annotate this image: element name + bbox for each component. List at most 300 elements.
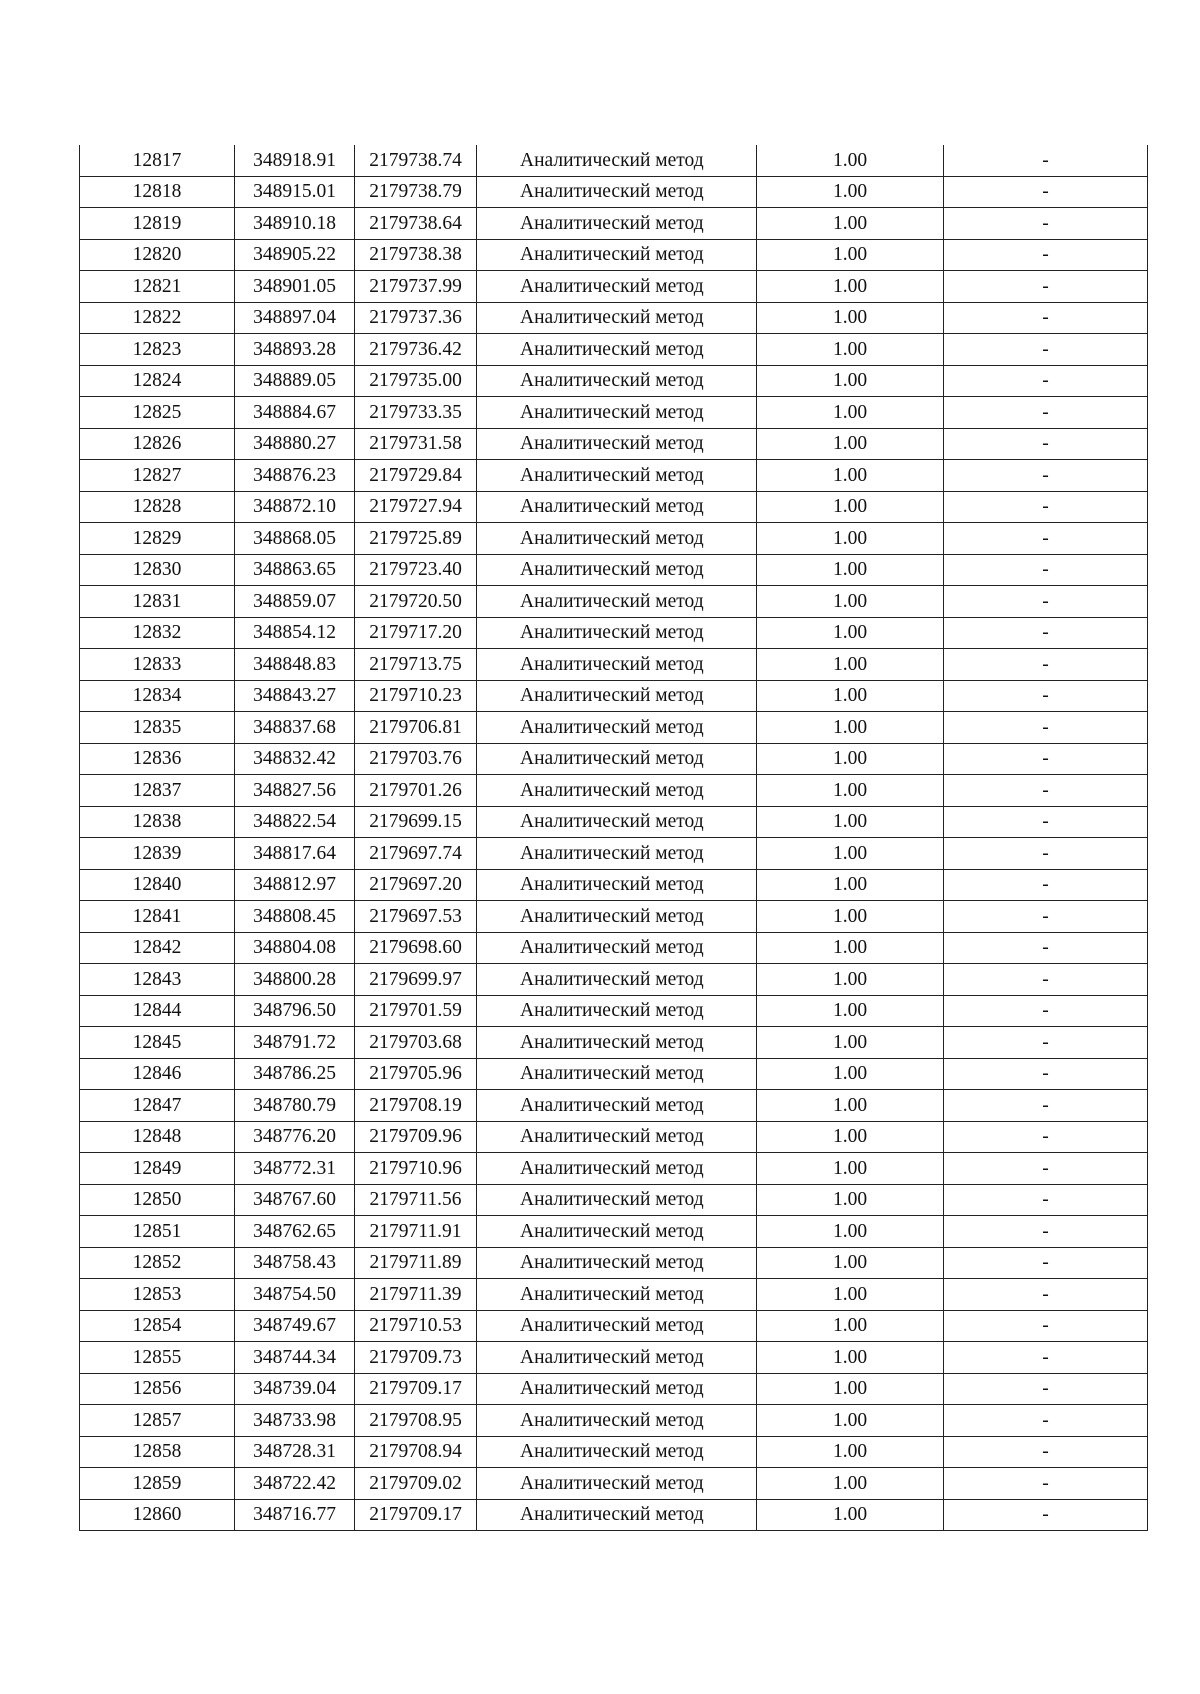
point-number-cell: 12827 [80,460,235,492]
point-number-cell: 12844 [80,995,235,1027]
y-coordinate-cell: 2179737.36 [355,302,477,334]
point-number-cell: 12832 [80,617,235,649]
method-cell: Аналитический метод [477,428,757,460]
x-coordinate-cell: 348780.79 [235,1090,355,1122]
table-row [80,617,1148,649]
table-row [80,554,1148,586]
x-coordinate-cell: 348808.45 [235,901,355,933]
method-cell: Аналитический метод [477,1058,757,1090]
accuracy-cell: 1.00 [757,1090,944,1122]
y-coordinate-cell: 2179703.76 [355,743,477,775]
note-cell: - [944,208,1148,240]
note-cell: - [944,302,1148,334]
accuracy-cell: 1.00 [757,838,944,870]
method-cell: Аналитический метод [477,806,757,838]
note-cell: - [944,743,1148,775]
note-cell: - [944,1027,1148,1059]
x-coordinate-cell: 348749.67 [235,1310,355,1342]
table-row [80,901,1148,933]
x-coordinate-cell: 348716.77 [235,1499,355,1531]
point-number-cell: 12860 [80,1499,235,1531]
method-cell: Аналитический метод [477,869,757,901]
accuracy-cell: 1.00 [757,1027,944,1059]
table-row [80,743,1148,775]
accuracy-cell: 1.00 [757,869,944,901]
method-cell: Аналитический метод [477,1247,757,1279]
x-coordinate-cell: 348863.65 [235,554,355,586]
point-number-cell: 12840 [80,869,235,901]
x-coordinate-cell: 348897.04 [235,302,355,334]
x-coordinate-cell: 348822.54 [235,806,355,838]
point-number-cell: 12858 [80,1436,235,1468]
accuracy-cell: 1.00 [757,1342,944,1374]
table-row [80,586,1148,618]
note-cell: - [944,1342,1148,1374]
accuracy-cell: 1.00 [757,901,944,933]
x-coordinate-cell: 348884.67 [235,397,355,429]
note-cell: - [944,554,1148,586]
y-coordinate-cell: 2179698.60 [355,932,477,964]
accuracy-cell: 1.00 [757,428,944,460]
accuracy-cell: 1.00 [757,806,944,838]
y-coordinate-cell: 2179725.89 [355,523,477,555]
method-cell: Аналитический метод [477,649,757,681]
point-number-cell: 12857 [80,1405,235,1437]
x-coordinate-cell: 348910.18 [235,208,355,240]
accuracy-cell: 1.00 [757,145,944,176]
note-cell: - [944,712,1148,744]
point-number-cell: 12841 [80,901,235,933]
note-cell: - [944,649,1148,681]
point-number-cell: 12823 [80,334,235,366]
method-cell: Аналитический метод [477,964,757,996]
method-cell: Аналитический метод [477,680,757,712]
point-number-cell: 12831 [80,586,235,618]
point-number-cell: 12818 [80,176,235,208]
x-coordinate-cell: 348901.05 [235,271,355,303]
method-cell: Аналитический метод [477,1184,757,1216]
table-row [80,932,1148,964]
note-cell: - [944,1310,1148,1342]
note-cell: - [944,145,1148,176]
table-row [80,334,1148,366]
accuracy-cell: 1.00 [757,1058,944,1090]
x-coordinate-cell: 348915.01 [235,176,355,208]
x-coordinate-cell: 348791.72 [235,1027,355,1059]
accuracy-cell: 1.00 [757,1184,944,1216]
accuracy-cell: 1.00 [757,1468,944,1500]
y-coordinate-cell: 2179705.96 [355,1058,477,1090]
y-coordinate-cell: 2179737.99 [355,271,477,303]
accuracy-cell: 1.00 [757,995,944,1027]
method-cell: Аналитический метод [477,1121,757,1153]
table-row [80,1436,1148,1468]
x-coordinate-cell: 348817.64 [235,838,355,870]
x-coordinate-cell: 348786.25 [235,1058,355,1090]
table-row [80,649,1148,681]
note-cell: - [944,460,1148,492]
note-cell: - [944,397,1148,429]
point-number-cell: 12828 [80,491,235,523]
x-coordinate-cell: 348889.05 [235,365,355,397]
y-coordinate-cell: 2179711.91 [355,1216,477,1248]
x-coordinate-cell: 348876.23 [235,460,355,492]
note-cell: - [944,775,1148,807]
y-coordinate-cell: 2179717.20 [355,617,477,649]
x-coordinate-cell: 348800.28 [235,964,355,996]
note-cell: - [944,995,1148,1027]
x-coordinate-cell: 348854.12 [235,617,355,649]
x-coordinate-cell: 348880.27 [235,428,355,460]
y-coordinate-cell: 2179736.42 [355,334,477,366]
point-number-cell: 12850 [80,1184,235,1216]
coordinates-table [79,145,1148,1531]
y-coordinate-cell: 2179735.00 [355,365,477,397]
x-coordinate-cell: 348722.42 [235,1468,355,1500]
y-coordinate-cell: 2179720.50 [355,586,477,618]
method-cell: Аналитический метод [477,1279,757,1311]
point-number-cell: 12819 [80,208,235,240]
x-coordinate-cell: 348848.83 [235,649,355,681]
x-coordinate-cell: 348918.91 [235,145,355,176]
x-coordinate-cell: 348827.56 [235,775,355,807]
method-cell: Аналитический метод [477,208,757,240]
method-cell: Аналитический метод [477,397,757,429]
note-cell: - [944,1468,1148,1500]
table-row [80,491,1148,523]
point-number-cell: 12817 [80,145,235,176]
y-coordinate-cell: 2179709.73 [355,1342,477,1374]
point-number-cell: 12830 [80,554,235,586]
table-row [80,239,1148,271]
table-row [80,302,1148,334]
method-cell: Аналитический метод [477,523,757,555]
table-row [80,712,1148,744]
x-coordinate-cell: 348767.60 [235,1184,355,1216]
method-cell: Аналитический метод [477,1373,757,1405]
accuracy-cell: 1.00 [757,1499,944,1531]
y-coordinate-cell: 2179710.53 [355,1310,477,1342]
accuracy-cell: 1.00 [757,1121,944,1153]
method-cell: Аналитический метод [477,491,757,523]
point-number-cell: 12838 [80,806,235,838]
table-row [80,208,1148,240]
x-coordinate-cell: 348804.08 [235,932,355,964]
accuracy-cell: 1.00 [757,302,944,334]
accuracy-cell: 1.00 [757,460,944,492]
table-row [80,271,1148,303]
point-number-cell: 12853 [80,1279,235,1311]
table-row [80,1184,1148,1216]
y-coordinate-cell: 2179708.95 [355,1405,477,1437]
note-cell: - [944,869,1148,901]
table-row [80,176,1148,208]
accuracy-cell: 1.00 [757,208,944,240]
note-cell: - [944,1184,1148,1216]
method-cell: Аналитический метод [477,712,757,744]
note-cell: - [944,1058,1148,1090]
y-coordinate-cell: 2179711.89 [355,1247,477,1279]
x-coordinate-cell: 348776.20 [235,1121,355,1153]
note-cell: - [944,1499,1148,1531]
y-coordinate-cell: 2179706.81 [355,712,477,744]
note-cell: - [944,1247,1148,1279]
x-coordinate-cell: 348772.31 [235,1153,355,1185]
table-row [80,145,1148,176]
note-cell: - [944,239,1148,271]
accuracy-cell: 1.00 [757,964,944,996]
method-cell: Аналитический метод [477,302,757,334]
table-row [80,995,1148,1027]
table-row [80,1342,1148,1374]
point-number-cell: 12852 [80,1247,235,1279]
y-coordinate-cell: 2179709.02 [355,1468,477,1500]
note-cell: - [944,617,1148,649]
y-coordinate-cell: 2179699.15 [355,806,477,838]
x-coordinate-cell: 348733.98 [235,1405,355,1437]
table-row [80,1310,1148,1342]
method-cell: Аналитический метод [477,1468,757,1500]
method-cell: Аналитический метод [477,617,757,649]
coordinates-table-body [80,145,1148,1531]
table-row [80,1468,1148,1500]
method-cell: Аналитический метод [477,1310,757,1342]
method-cell: Аналитический метод [477,1090,757,1122]
point-number-cell: 12848 [80,1121,235,1153]
table-row [80,428,1148,460]
y-coordinate-cell: 2179710.96 [355,1153,477,1185]
accuracy-cell: 1.00 [757,491,944,523]
table-row [80,964,1148,996]
x-coordinate-cell: 348868.05 [235,523,355,555]
table-row [80,1090,1148,1122]
y-coordinate-cell: 2179709.96 [355,1121,477,1153]
note-cell: - [944,964,1148,996]
x-coordinate-cell: 348762.65 [235,1216,355,1248]
method-cell: Аналитический метод [477,271,757,303]
y-coordinate-cell: 2179738.79 [355,176,477,208]
table-row [80,1279,1148,1311]
x-coordinate-cell: 348754.50 [235,1279,355,1311]
accuracy-cell: 1.00 [757,680,944,712]
accuracy-cell: 1.00 [757,775,944,807]
table-row [80,680,1148,712]
accuracy-cell: 1.00 [757,239,944,271]
point-number-cell: 12835 [80,712,235,744]
note-cell: - [944,491,1148,523]
accuracy-cell: 1.00 [757,1436,944,1468]
y-coordinate-cell: 2179729.84 [355,460,477,492]
y-coordinate-cell: 2179709.17 [355,1499,477,1531]
table-row [80,1153,1148,1185]
method-cell: Аналитический метод [477,334,757,366]
point-number-cell: 12829 [80,523,235,555]
method-cell: Аналитический метод [477,176,757,208]
method-cell: Аналитический метод [477,901,757,933]
method-cell: Аналитический метод [477,1342,757,1374]
x-coordinate-cell: 348796.50 [235,995,355,1027]
y-coordinate-cell: 2179727.94 [355,491,477,523]
note-cell: - [944,806,1148,838]
y-coordinate-cell: 2179710.23 [355,680,477,712]
point-number-cell: 12854 [80,1310,235,1342]
note-cell: - [944,1121,1148,1153]
x-coordinate-cell: 348832.42 [235,743,355,775]
note-cell: - [944,901,1148,933]
note-cell: - [944,838,1148,870]
y-coordinate-cell: 2179711.56 [355,1184,477,1216]
y-coordinate-cell: 2179731.58 [355,428,477,460]
table-row [80,1027,1148,1059]
table-row [80,460,1148,492]
x-coordinate-cell: 348859.07 [235,586,355,618]
method-cell: Аналитический метод [477,460,757,492]
accuracy-cell: 1.00 [757,1310,944,1342]
note-cell: - [944,1153,1148,1185]
point-number-cell: 12849 [80,1153,235,1185]
note-cell: - [944,680,1148,712]
accuracy-cell: 1.00 [757,1216,944,1248]
point-number-cell: 12843 [80,964,235,996]
method-cell: Аналитический метод [477,145,757,176]
note-cell: - [944,586,1148,618]
point-number-cell: 12842 [80,932,235,964]
table-row [80,775,1148,807]
method-cell: Аналитический метод [477,1405,757,1437]
y-coordinate-cell: 2179699.97 [355,964,477,996]
point-number-cell: 12836 [80,743,235,775]
accuracy-cell: 1.00 [757,271,944,303]
accuracy-cell: 1.00 [757,586,944,618]
accuracy-cell: 1.00 [757,1405,944,1437]
note-cell: - [944,1405,1148,1437]
method-cell: Аналитический метод [477,1153,757,1185]
accuracy-cell: 1.00 [757,617,944,649]
y-coordinate-cell: 2179708.19 [355,1090,477,1122]
note-cell: - [944,176,1148,208]
accuracy-cell: 1.00 [757,365,944,397]
point-number-cell: 12820 [80,239,235,271]
point-number-cell: 12845 [80,1027,235,1059]
note-cell: - [944,365,1148,397]
y-coordinate-cell: 2179709.17 [355,1373,477,1405]
table-row [80,523,1148,555]
note-cell: - [944,271,1148,303]
y-coordinate-cell: 2179697.74 [355,838,477,870]
x-coordinate-cell: 348728.31 [235,1436,355,1468]
accuracy-cell: 1.00 [757,1373,944,1405]
y-coordinate-cell: 2179738.74 [355,145,477,176]
method-cell: Аналитический метод [477,586,757,618]
table-row [80,1405,1148,1437]
note-cell: - [944,1436,1148,1468]
method-cell: Аналитический метод [477,1216,757,1248]
point-number-cell: 12855 [80,1342,235,1374]
x-coordinate-cell: 348843.27 [235,680,355,712]
accuracy-cell: 1.00 [757,712,944,744]
note-cell: - [944,1216,1148,1248]
accuracy-cell: 1.00 [757,334,944,366]
point-number-cell: 12859 [80,1468,235,1500]
table-row [80,1058,1148,1090]
accuracy-cell: 1.00 [757,176,944,208]
x-coordinate-cell: 348837.68 [235,712,355,744]
table-row [80,1121,1148,1153]
x-coordinate-cell: 348893.28 [235,334,355,366]
point-number-cell: 12846 [80,1058,235,1090]
accuracy-cell: 1.00 [757,1153,944,1185]
point-number-cell: 12826 [80,428,235,460]
point-number-cell: 12825 [80,397,235,429]
note-cell: - [944,1279,1148,1311]
method-cell: Аналитический метод [477,995,757,1027]
table-row [80,1216,1148,1248]
note-cell: - [944,1373,1148,1405]
note-cell: - [944,334,1148,366]
accuracy-cell: 1.00 [757,397,944,429]
x-coordinate-cell: 348739.04 [235,1373,355,1405]
accuracy-cell: 1.00 [757,932,944,964]
method-cell: Аналитический метод [477,1436,757,1468]
x-coordinate-cell: 348905.22 [235,239,355,271]
y-coordinate-cell: 2179713.75 [355,649,477,681]
accuracy-cell: 1.00 [757,1247,944,1279]
method-cell: Аналитический метод [477,239,757,271]
method-cell: Аналитический метод [477,365,757,397]
table-row [80,1373,1148,1405]
accuracy-cell: 1.00 [757,554,944,586]
note-cell: - [944,428,1148,460]
point-number-cell: 12824 [80,365,235,397]
x-coordinate-cell: 348872.10 [235,491,355,523]
point-number-cell: 12837 [80,775,235,807]
y-coordinate-cell: 2179697.20 [355,869,477,901]
y-coordinate-cell: 2179711.39 [355,1279,477,1311]
y-coordinate-cell: 2179701.59 [355,995,477,1027]
point-number-cell: 12821 [80,271,235,303]
table-row [80,869,1148,901]
x-coordinate-cell: 348744.34 [235,1342,355,1374]
accuracy-cell: 1.00 [757,649,944,681]
point-number-cell: 12833 [80,649,235,681]
point-number-cell: 12839 [80,838,235,870]
table-row [80,397,1148,429]
point-number-cell: 12834 [80,680,235,712]
method-cell: Аналитический метод [477,932,757,964]
note-cell: - [944,523,1148,555]
point-number-cell: 12847 [80,1090,235,1122]
y-coordinate-cell: 2179697.53 [355,901,477,933]
y-coordinate-cell: 2179703.68 [355,1027,477,1059]
y-coordinate-cell: 2179701.26 [355,775,477,807]
table-row [80,806,1148,838]
table-row [80,1499,1148,1531]
accuracy-cell: 1.00 [757,523,944,555]
note-cell: - [944,932,1148,964]
method-cell: Аналитический метод [477,775,757,807]
y-coordinate-cell: 2179738.38 [355,239,477,271]
note-cell: - [944,1090,1148,1122]
method-cell: Аналитический метод [477,1027,757,1059]
method-cell: Аналитический метод [477,743,757,775]
method-cell: Аналитический метод [477,1499,757,1531]
y-coordinate-cell: 2179723.40 [355,554,477,586]
accuracy-cell: 1.00 [757,743,944,775]
y-coordinate-cell: 2179733.35 [355,397,477,429]
point-number-cell: 12851 [80,1216,235,1248]
point-number-cell: 12856 [80,1373,235,1405]
point-number-cell: 12822 [80,302,235,334]
